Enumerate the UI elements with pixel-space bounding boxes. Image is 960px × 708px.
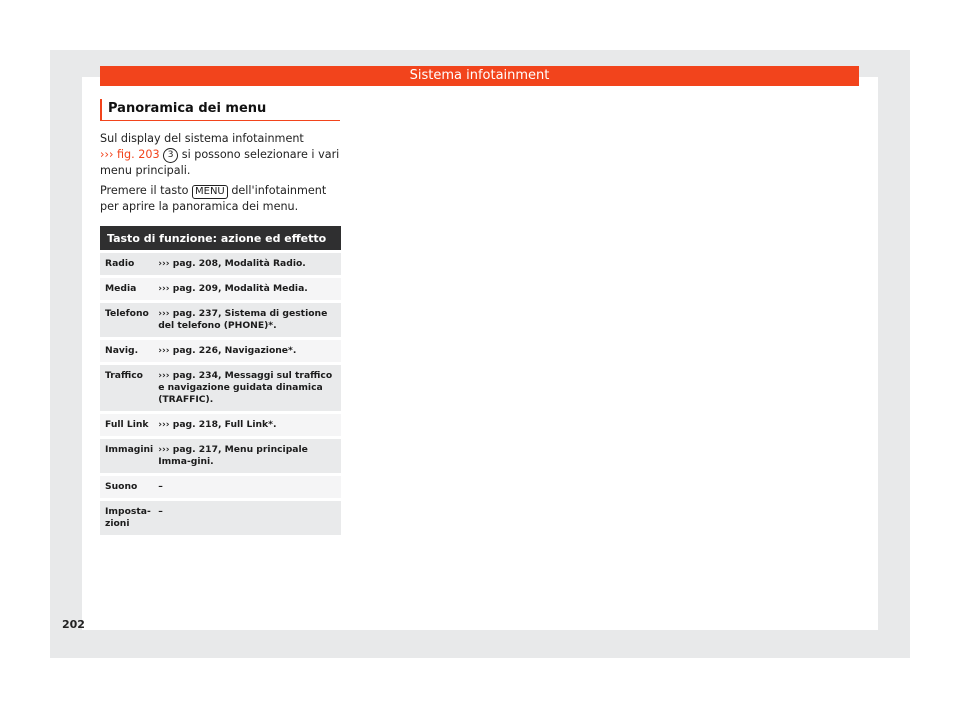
row-value: ››› pag. 208, Modalità Radio. xyxy=(153,252,341,277)
row-key: Immagini xyxy=(100,438,153,475)
table-row xyxy=(100,500,341,536)
table-row xyxy=(100,277,341,302)
row-key: Radio xyxy=(100,252,153,277)
row-key: Navig. xyxy=(100,339,153,364)
chapter-header: Sistema infotainment xyxy=(100,66,859,86)
table-row xyxy=(100,413,341,438)
table-row xyxy=(100,475,341,500)
menu-key-paragraph xyxy=(100,183,345,215)
function-key-table xyxy=(100,226,341,535)
row-value: ››› pag. 217, Menu principale Imma-gini. xyxy=(153,438,341,475)
row-value: ››› pag. 237, Sistema di gestione del telefono (PHONE)*. xyxy=(153,302,341,339)
menu-key: MENU xyxy=(192,185,228,199)
row-key: Media xyxy=(100,277,153,302)
p2-before: Premere il tasto xyxy=(100,184,189,197)
row-value: – xyxy=(153,475,341,500)
page-number: 202 xyxy=(62,618,85,631)
table-row xyxy=(100,252,341,277)
row-value: – xyxy=(153,500,341,536)
table-row xyxy=(100,339,341,364)
row-value: ››› pag. 209, Modalità Media. xyxy=(153,277,341,302)
table-header: Tasto di funzione: azione ed effetto xyxy=(100,226,341,252)
table-row xyxy=(100,438,341,475)
row-key: Imposta-zioni xyxy=(100,500,153,536)
callout-number: 3 xyxy=(163,148,178,163)
fig-reference-link[interactable]: fig. 203 xyxy=(116,148,160,161)
row-value: ››› pag. 218, Full Link*. xyxy=(153,413,341,438)
intro-line2: si possono selezionare i vari menu principali. xyxy=(100,148,340,177)
row-key: Telefono xyxy=(100,302,153,339)
table-row xyxy=(100,364,341,413)
p2-after: dell'infotainment per aprire la panoramica dei menu. xyxy=(100,184,327,213)
fig-arrows: ››› xyxy=(100,148,114,161)
table-row xyxy=(100,302,341,339)
row-value: ››› pag. 234, Messaggi sul traffico e navigazione guidata dinamica (TRAFFIC). xyxy=(153,364,341,413)
section-title: Panoramica dei menu xyxy=(100,99,340,121)
row-key: Traffico xyxy=(100,364,153,413)
row-value: ››› pag. 226, Navigazione*. xyxy=(153,339,341,364)
row-key: Full Link xyxy=(100,413,153,438)
intro-line1: Sul display del sistema infotainment xyxy=(100,132,304,145)
row-key: Suono xyxy=(100,475,153,500)
intro-paragraph xyxy=(100,131,345,179)
